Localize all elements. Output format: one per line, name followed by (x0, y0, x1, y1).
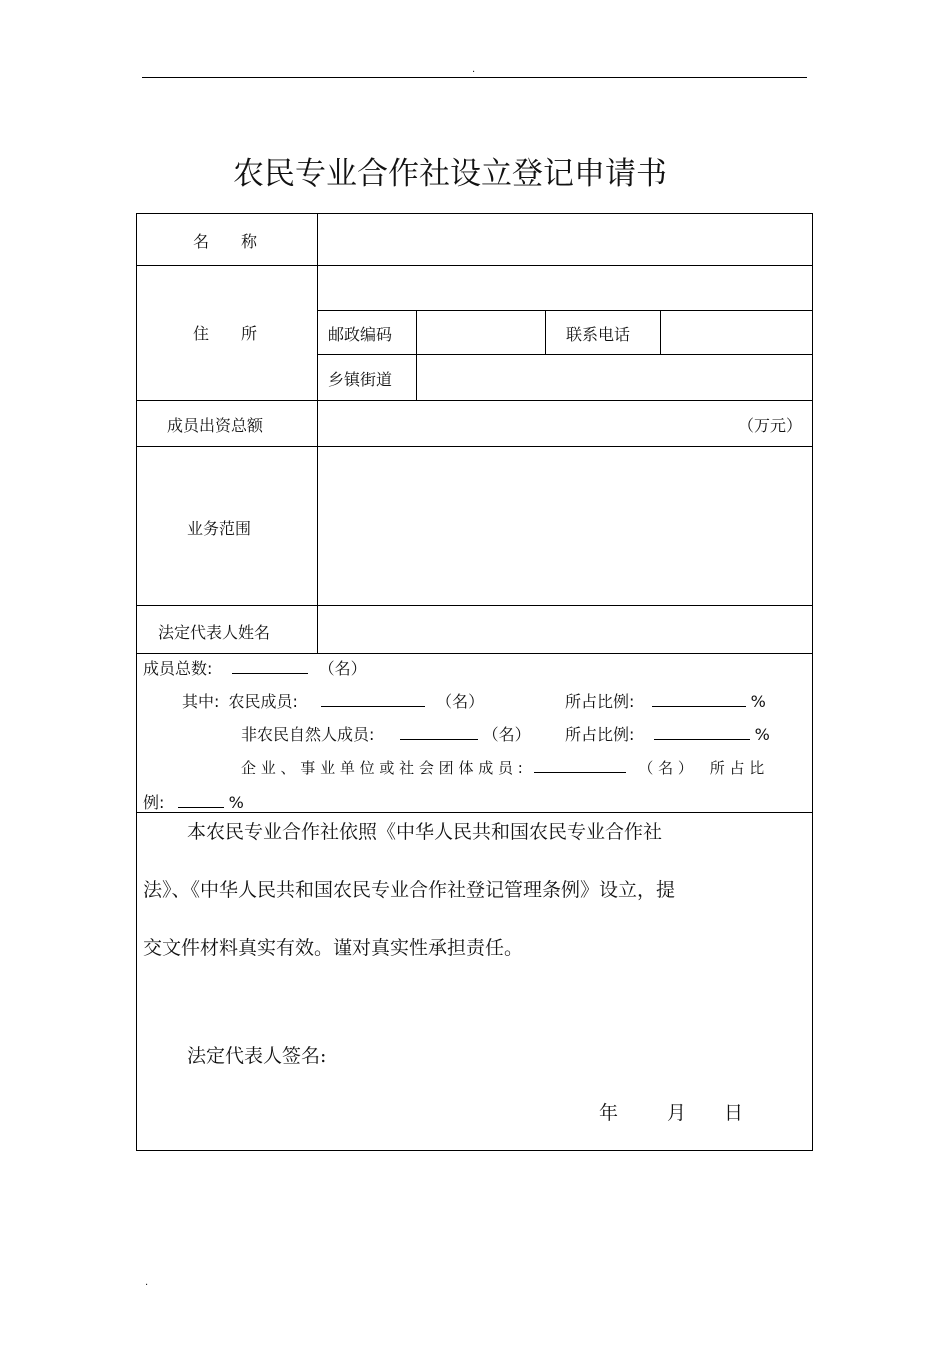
member-total-unit: （名） (318, 659, 367, 678)
date-month: 月 (667, 1102, 687, 1124)
header-dot: . (472, 64, 476, 75)
enterprise-ratio-percent: % (228, 793, 244, 812)
nonfarmer-member-row (241, 722, 531, 745)
footer-dot: . (145, 1277, 149, 1288)
farmer-member-row (182, 689, 484, 712)
capital-unit: （万元） (738, 416, 803, 435)
name-label: 名 称 (193, 232, 258, 251)
address-field[interactable] (318, 266, 812, 310)
declaration-line-2: 法》、《中华人民共和国农民专业合作社登记管理条例》设立，提 (143, 879, 676, 901)
member-total-row (143, 656, 367, 679)
nonfarmer-ratio-row (565, 722, 770, 745)
nonfarmer-member-unit: （名） (482, 725, 531, 744)
farmer-ratio-percent: % (750, 692, 766, 711)
member-total-label: 成员总数: (143, 659, 213, 678)
farmer-member-unit: （名） (436, 692, 485, 711)
name-field[interactable] (318, 214, 812, 265)
business-scope-label: 业务范围 (187, 519, 252, 538)
enterprise-ratio-row (143, 790, 244, 813)
row-divider (137, 653, 812, 654)
nonfarmer-member-label: 非农民自然人成员: (241, 725, 375, 744)
nonfarmer-ratio-blank[interactable] (654, 725, 750, 740)
signature-label: 法定代表人签名: (187, 1045, 327, 1067)
postal-code-field[interactable] (417, 311, 545, 354)
phone-label: 联系电话 (566, 325, 631, 344)
address-label: 住 所 (193, 324, 258, 343)
enterprise-member-row (241, 757, 764, 778)
signature-field[interactable] (347, 1036, 647, 1070)
legal-rep-field[interactable] (318, 606, 812, 653)
enterprise-member-label: 企 业 、 事 业 单 位 或 社 会 团 体 成 员 : (241, 759, 523, 777)
farmer-member-blank[interactable] (321, 692, 425, 707)
phone-field[interactable] (661, 311, 812, 354)
farmer-ratio-label: 所占比例: (565, 692, 635, 711)
enterprise-member-blank[interactable] (534, 758, 626, 773)
farmer-ratio-blank[interactable] (652, 692, 746, 707)
member-total-blank[interactable] (232, 659, 308, 674)
nonfarmer-member-blank[interactable] (400, 725, 478, 740)
town-field[interactable] (417, 355, 812, 400)
header-rule (142, 77, 807, 78)
column-divider (545, 310, 546, 354)
business-scope-field[interactable] (318, 447, 812, 605)
capital-label: 成员出资总额 (167, 416, 264, 435)
enterprise-ratio-cont: 例: (143, 793, 165, 812)
page-title: 农民专业合作社设立登记申请书 (233, 156, 667, 192)
nonfarmer-ratio-percent: % (754, 725, 770, 744)
enterprise-member-unit: （ 名 ） (638, 759, 693, 777)
town-label: 乡镇街道 (328, 370, 393, 389)
enterprise-ratio-label: 所 占 比 (709, 759, 765, 777)
application-form-table (136, 213, 813, 1151)
declaration-line-3: 交文件材料真实有效。谨对真实性承担责任。 (143, 937, 524, 959)
farmer-ratio-row (565, 689, 766, 712)
nonfarmer-ratio-label: 所占比例: (565, 725, 635, 744)
legal-rep-label: 法定代表人姓名 (158, 623, 271, 642)
declaration-line-1: 本农民专业合作社依照《中华人民共和国农民专业合作社 (187, 821, 663, 843)
date-year: 年 (599, 1102, 619, 1124)
date-day: 日 (724, 1102, 744, 1124)
farmer-member-label: 农民成员: (228, 692, 298, 711)
enterprise-ratio-blank[interactable] (178, 793, 224, 808)
among-label: 其中: (182, 692, 220, 711)
postal-code-label: 邮政编码 (328, 325, 393, 344)
